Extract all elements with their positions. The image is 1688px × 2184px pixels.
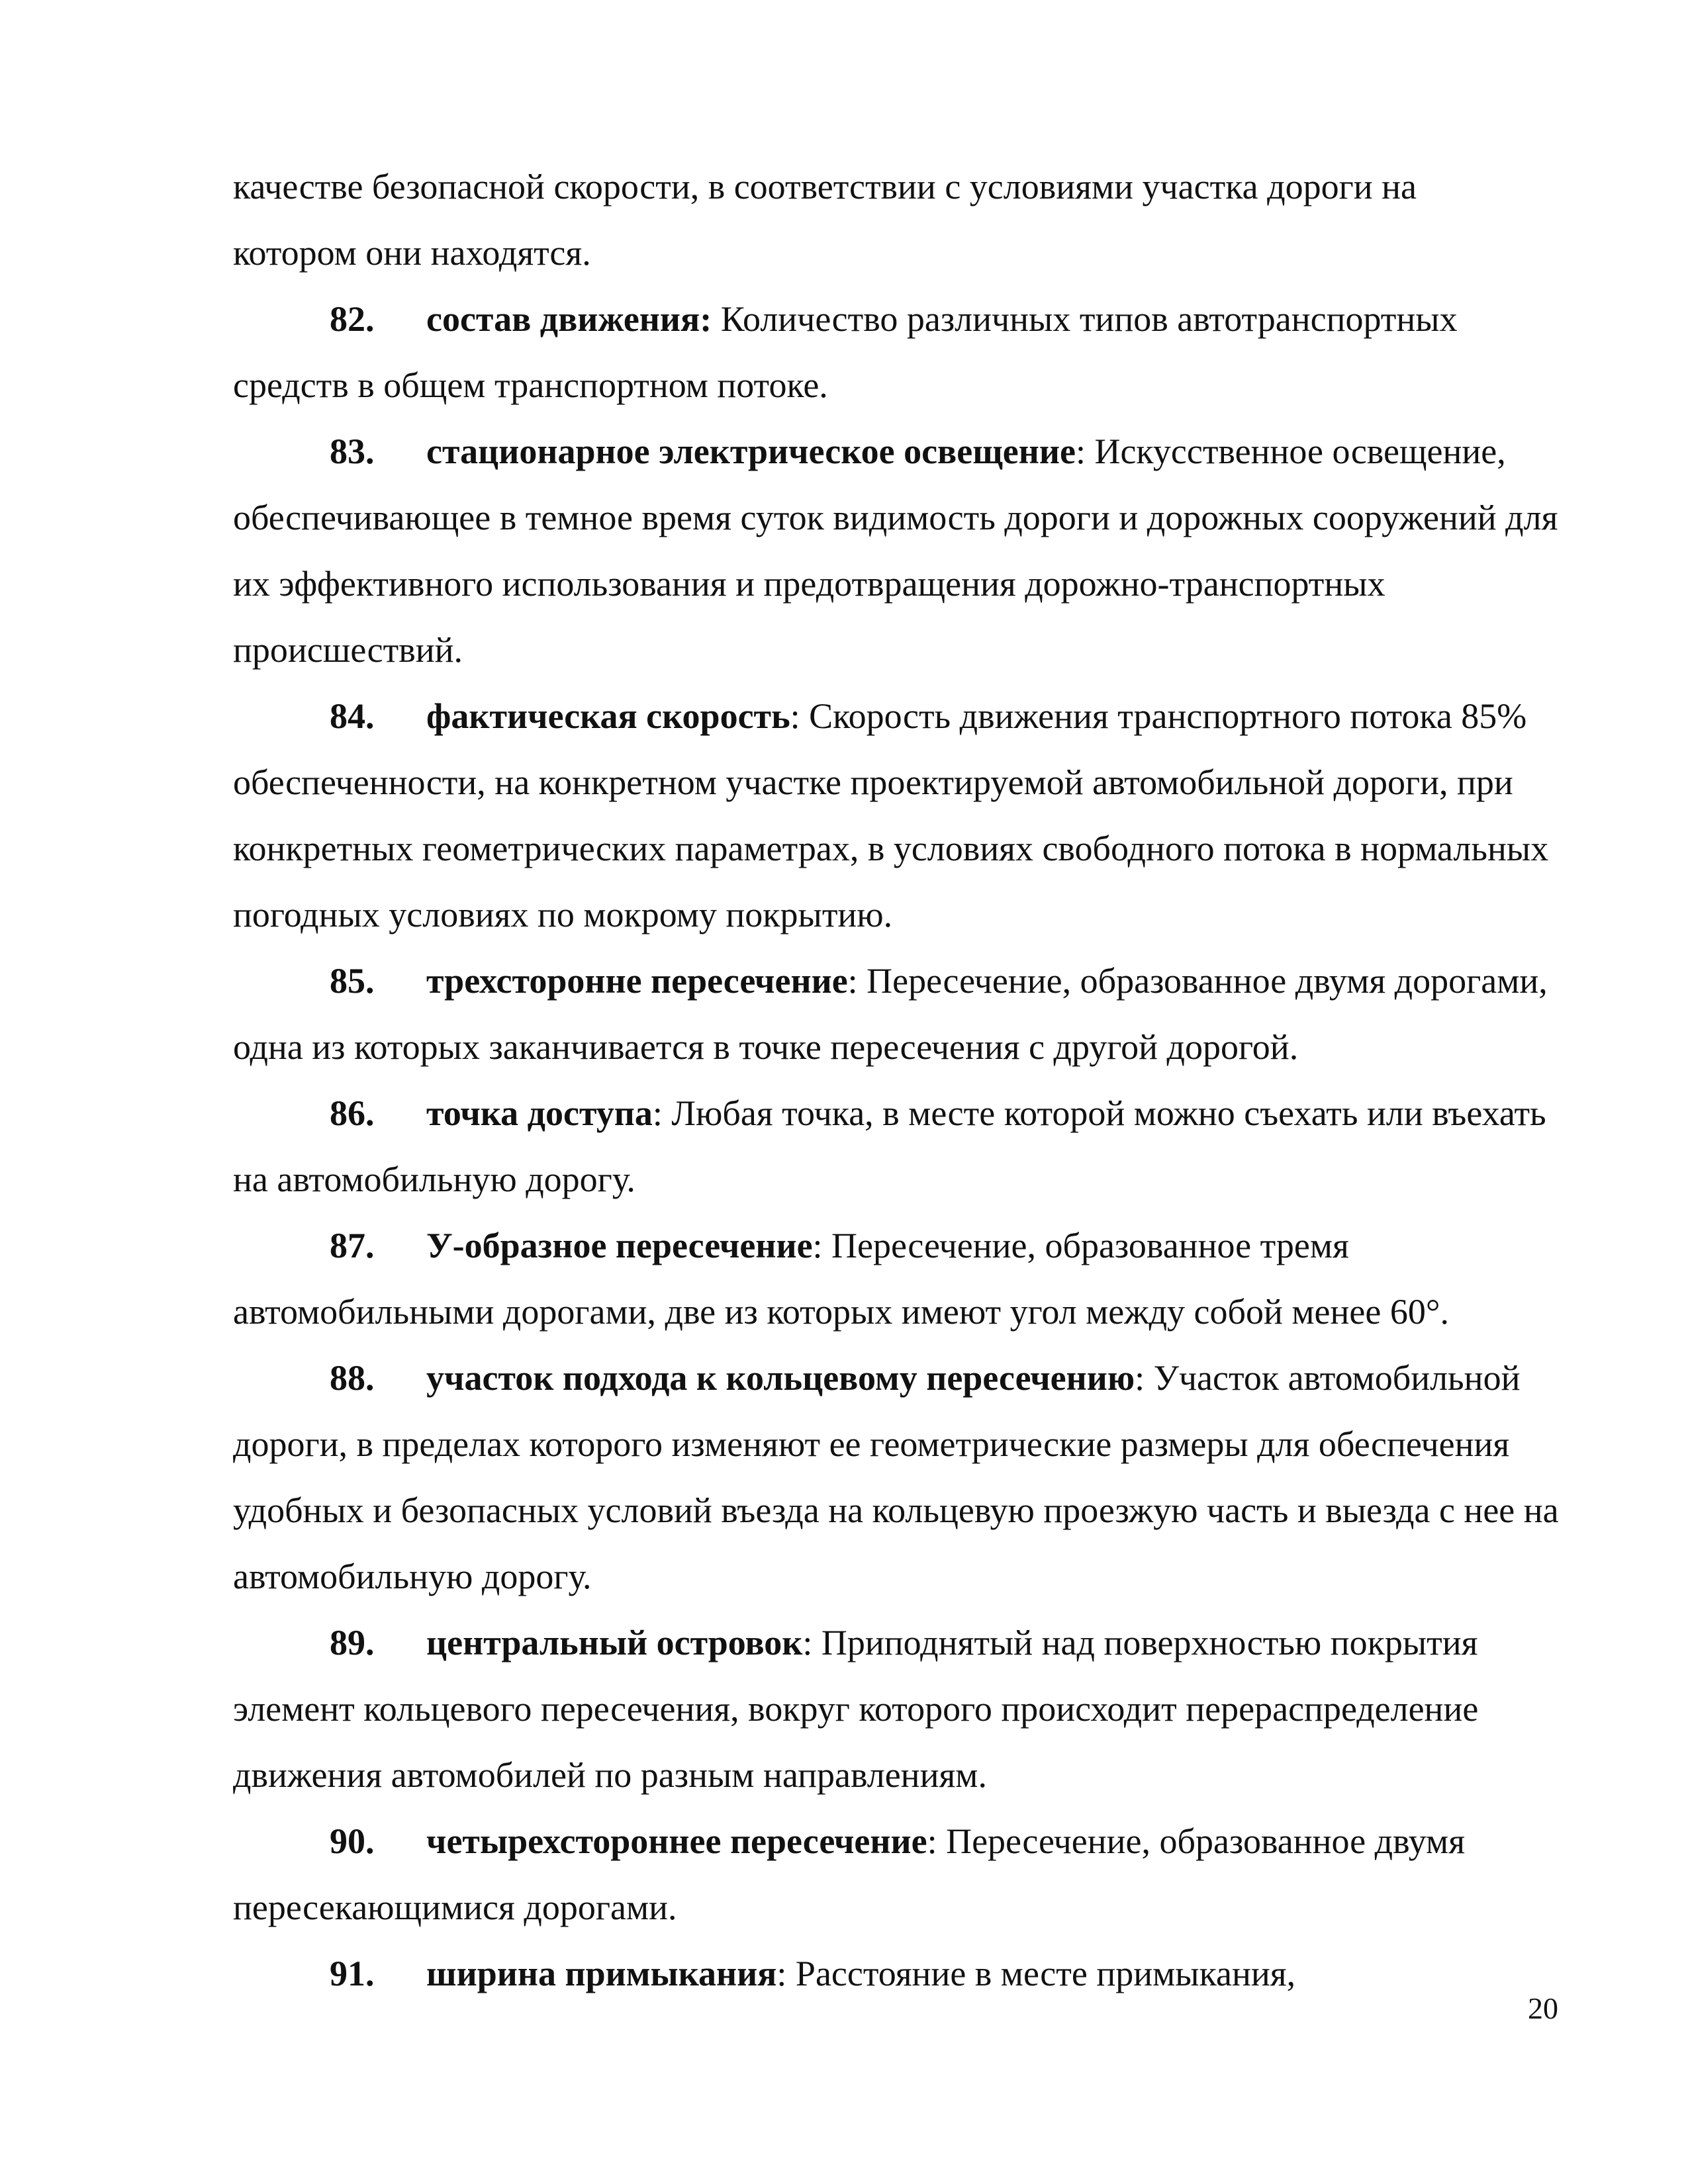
entry-term: участок подхода к кольцевому пересечению xyxy=(426,1358,1135,1398)
entry-term: фактическая скорость xyxy=(426,696,790,736)
entry-term: стационарное электрическое освещение xyxy=(426,432,1076,471)
entry-number: 91. xyxy=(330,1954,375,1993)
entry-term: четырехстороннее пересечение xyxy=(426,1821,927,1861)
definition-entry-89 xyxy=(233,1610,1570,1808)
entry-definition: : Расстояние в месте примыкания, xyxy=(776,1954,1296,1993)
entry-number: 85. xyxy=(330,961,375,1001)
entry-term: У-образное пересечение xyxy=(426,1226,813,1265)
page-number: 20 xyxy=(1528,1991,1558,2025)
entry-definition: : Искусственное освещение, обеспечивающее в темное время суток видимость дороги и дорожных сооружений для их эффективного использования и предотвращения дорожно-транспортных происшествий. xyxy=(233,432,1558,670)
entry-definition: : Участок автомобильной дороги, в пределах которого изменяют ее геометрические размеры для обеспечения удобных и безопасных условий въезда на кольцевую проезжую часть и выезда с нее на автомобильную дорогу. xyxy=(233,1358,1559,1596)
entry-term: центральный островок xyxy=(426,1623,803,1662)
intro-line-2: котором они находятся. xyxy=(233,233,591,273)
entry-number: 87. xyxy=(330,1226,375,1265)
entry-definition: : Приподнятый над поверхностью покрытия элемент кольцевого пересечения, вокруг которого происходит перераспределение движения автомобилей по разным направлениям. xyxy=(233,1623,1479,1795)
entry-definition: : Пересечение, образованное тремя автомобильными дорогами, две из которых имеют угол между собой менее 60°. xyxy=(233,1226,1449,1332)
definition-entry-84 xyxy=(233,683,1570,948)
entry-definition: : Любая точка, в месте которой можно съехать или въехать на автомобильную дорогу. xyxy=(233,1093,1546,1199)
page-body xyxy=(233,154,1570,2007)
entry-number: 89. xyxy=(330,1623,375,1662)
entry-term: трехсторонне пересечение xyxy=(426,961,848,1001)
definition-entry-82 xyxy=(233,286,1570,418)
entry-definition: Количество различных типов автотранспортных средств в общем транспортном потоке. xyxy=(233,299,1458,405)
entry-number: 83. xyxy=(330,432,375,471)
intro-paragraph xyxy=(233,154,1570,286)
definition-entry-91 xyxy=(233,1940,1570,2007)
entry-number: 86. xyxy=(330,1093,375,1133)
entry-term: ширина примыкания xyxy=(426,1954,777,1993)
definition-entry-88 xyxy=(233,1345,1570,1610)
entry-term: точка доступа xyxy=(426,1093,653,1133)
entry-definition: : Пересечение, образованное двумя пересекающимися дорогами. xyxy=(233,1821,1466,1927)
entry-number: 90. xyxy=(330,1821,375,1861)
entry-definition: : Скорость движения транспортного потока 85% обеспеченности, на конкретном участке проектируемой автомобильной дороги, при конкретных геометрических параметрах, в условиях свободного потока в нормальных погодных условиях по мокрому покрытию. xyxy=(233,696,1549,934)
entry-number: 88. xyxy=(330,1358,375,1398)
intro-line-1: качестве безопасной скорости, в соответствии с условиями участка дороги на xyxy=(233,167,1417,206)
definition-entry-90 xyxy=(233,1808,1570,1940)
definition-entry-87 xyxy=(233,1212,1570,1345)
entry-number: 84. xyxy=(330,696,375,736)
entry-definition: : Пересечение, образованное двумя дорогами, одна из которых заканчивается в точке пересечения с другой дорогой. xyxy=(233,961,1548,1067)
definition-entry-83 xyxy=(233,418,1570,683)
entry-term: состав движения: xyxy=(426,299,712,339)
definition-entry-86 xyxy=(233,1080,1570,1212)
entry-number: 82. xyxy=(330,299,375,339)
definition-entry-85 xyxy=(233,948,1570,1080)
